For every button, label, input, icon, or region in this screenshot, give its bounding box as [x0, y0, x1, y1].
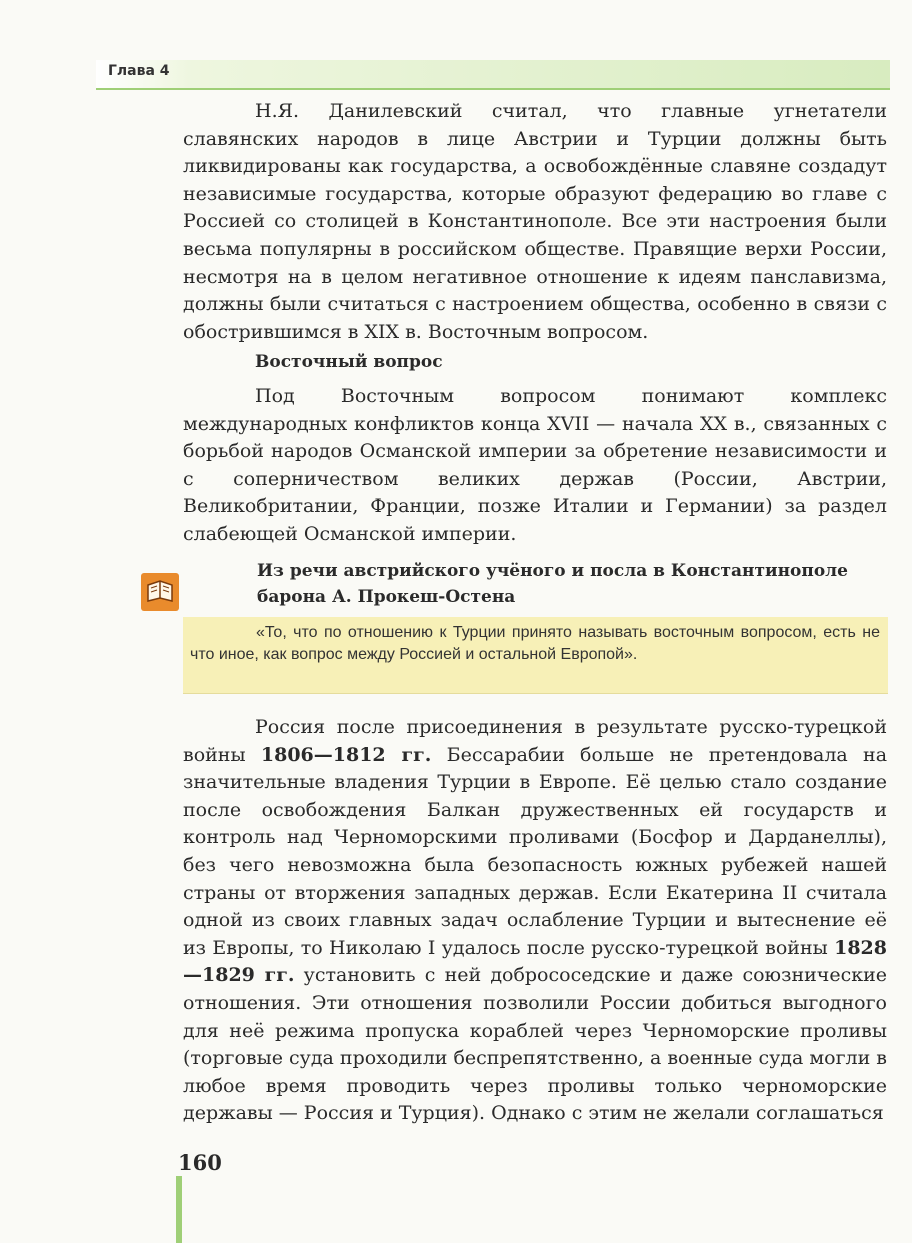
paragraph-danilevsky: Н.Я. Данилевский считал, что главные угнетатели славянских народов в лице Австрии и Турции должны быть ликвидированы как государства, а освобождённые славяне создадут независимые государства, которые образуют федерацию во главе с Россией со столицей в Константинополе. Все эти настроения были весьма популярны в российском обществе. Правящие верхи России, несмотря на в целом негативное отношение к идеям панславизма, должны были считаться с настроением общества, особенно в связи с обострившимся в XIX в. Восточным вопросом.	[183, 100, 887, 343]
margin-bar	[176, 1176, 182, 1243]
paragraph-text: Бессарабии больше не претендовала на значительные владения Турции в Европе. Её целью стало создание после освобождения Балкан дружественных ей государств и контроль над Черноморскими проливами (Босфор и Дарданеллы), без чего невозможна была безопасность южных рубежей нашей страны от вторжения западных держав. Если Екатерина II считала одной из своих главных задач ослабление Турции и вытеснение её из Европы, то Николаю I удалось после русско-турецкой войны	[183, 743, 888, 959]
page-number: 160	[178, 1150, 222, 1175]
source-title: Из речи австрийского учёного и посла в Константинополе барона А. Прокеш-Остена	[257, 561, 848, 607]
date-highlight: 1828—1829 гг.	[183, 936, 887, 987]
date-highlight: 1806—1812 гг.	[260, 743, 432, 766]
chapter-header-bar	[96, 60, 890, 90]
section-heading: Восточный вопрос	[255, 352, 443, 372]
chapter-title: Глава 4	[108, 63, 170, 79]
paragraph-text: Россия после присоединения в результате русско-турецкой войны	[183, 716, 887, 766]
paragraph-russia-turkey	[183, 714, 887, 1128]
book-icon	[141, 573, 179, 611]
paragraph-eastern-question: Под Восточным вопросом понимают комплекс международных конфликтов конца XVII — начала XX в., связанных с борьбой народов Османской империи за обретение независимости и с соперничеством великих держав (России, Австрии, Великобритании, Франции, позже Италии и Германии) за раздел слабеющей Османской империи.	[183, 385, 887, 545]
quote-text: «То, что по отношению к Турции принято называть восточным вопросом, есть не что иное, как вопрос между Россией и остальной Европой».	[190, 624, 880, 663]
paragraph-text: установить с ней добрососедские и даже союзнические отношения. Эти отношения позволили России добиться выгодного для неё режима пропуска кораблей через Черноморские проливы (торговые суда проходили беспрепятственно, а военные суда могли в любое время проводить через проливы только черноморские державы — Россия и Турция). Однако с этим не желали соглашаться	[183, 964, 887, 1125]
